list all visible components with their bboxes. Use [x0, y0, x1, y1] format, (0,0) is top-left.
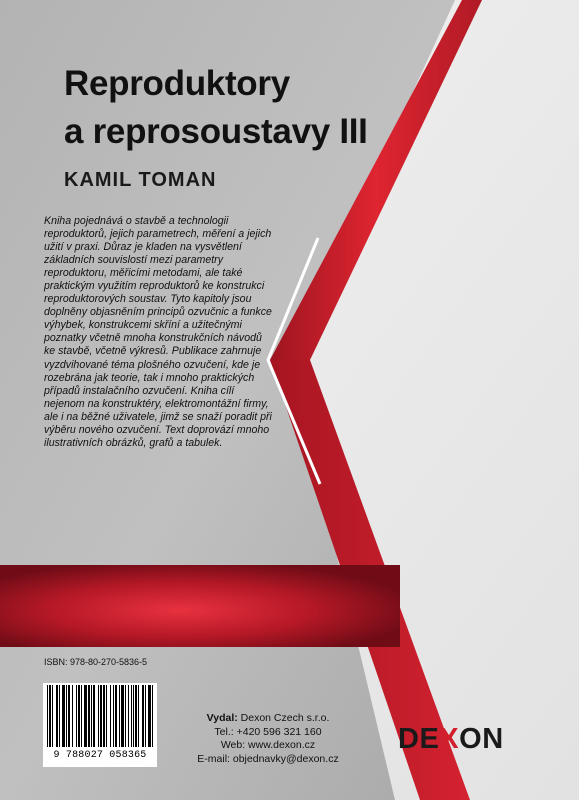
logo-text-end: ON	[459, 723, 504, 755]
publisher-info	[183, 712, 353, 766]
barcode-bar	[110, 685, 111, 747]
barcode-bar	[131, 685, 132, 747]
logo-text-x: X	[439, 723, 460, 755]
book-title-line-2: a reprosoustavy III	[64, 112, 368, 151]
book-description: Kniha pojednává o stavbě a technologii reproduktorů, jejich parametrech, měření a jejich užití v praxi. Důraz je kladen na vysvětlení základních souvislostí mezi parametry reproduktoru, měřicími metodami, ale také praktickým využitím reproduktorů ke konstrukci reproduktorových soustav. Tyto kapitoly jsou doplněny objasněním principů ozvučnic a funkce výhybek, konstrukcemi skříní a užitečnými poznatky včetně mnoha konstrukčních návodů ke stavbě, včetně výkresů. Publikace zahrnuje vyzdvihované téma plošného ozvučení, kde je rozebrána jak teorie, tak i mnoho praktických případů instalačního ozvučení. Kniha cílí nejenom na konstruktéry, elektromontážní firmy, ale i na běžné uživatele, jimž se snaží poradit při výběru nového ozvučení. Text doprovází mnoho ilustrativních obrázků, grafů a tabulek.	[44, 215, 272, 449]
isbn-barcode	[43, 683, 157, 767]
barcode-bar	[84, 685, 87, 747]
publisher-name-line	[183, 712, 353, 726]
barcode-bar	[135, 685, 137, 747]
barcode-bar	[152, 685, 153, 747]
barcode-bar	[78, 685, 80, 747]
dexon-logo	[398, 723, 504, 756]
barcode-bar	[88, 685, 90, 747]
barcode-bar	[113, 685, 114, 747]
author-name: KAMIL TOMAN	[64, 169, 217, 191]
publisher-email: E-mail: objednavky@dexon.cz	[197, 752, 339, 765]
barcode-bars	[43, 683, 157, 749]
barcode-bar	[125, 685, 126, 747]
barcode-bar	[115, 685, 117, 747]
barcode-bar	[72, 685, 73, 747]
barcode-bar	[145, 685, 146, 747]
barcode-bar	[59, 685, 60, 747]
barcode-bar	[128, 685, 129, 747]
barcode-bar	[91, 685, 92, 747]
barcode-bar	[81, 685, 82, 747]
barcode-bar	[148, 685, 151, 747]
barcode-bar	[142, 685, 144, 747]
publisher-label: Vydal:	[206, 712, 238, 724]
logo-text-start: DE	[398, 723, 440, 755]
publisher-phone: Tel.: +420 596 321 160	[214, 725, 322, 738]
barcode-bar	[68, 685, 70, 747]
barcode-bar	[93, 685, 95, 747]
barcode-bar	[100, 685, 102, 747]
barcode-bar	[133, 685, 134, 747]
barcode-bar	[98, 685, 99, 747]
barcode-bar	[121, 685, 124, 747]
barcode-bar	[106, 685, 107, 747]
red-band	[0, 565, 400, 647]
barcode-bar	[66, 685, 67, 747]
barcode-bar	[138, 685, 139, 747]
barcode-bar	[56, 685, 58, 747]
barcode-bar	[62, 685, 65, 747]
barcode-bar	[47, 685, 48, 747]
publisher-web: Web: www.dexon.cz	[220, 739, 316, 751]
barcode-bar	[76, 685, 77, 747]
barcode-bar	[52, 685, 53, 747]
barcode-digits: 9 788027 058365	[53, 750, 147, 761]
isbn-text: ISBN: 978-80-270-5836-5	[44, 657, 148, 667]
book-title-line-1: Reproduktory	[64, 64, 290, 103]
publisher-name: Dexon Czech s.r.o.	[240, 712, 330, 724]
barcode-bar	[103, 685, 105, 747]
barcode-bar	[49, 685, 51, 747]
barcode-bar	[119, 685, 120, 747]
